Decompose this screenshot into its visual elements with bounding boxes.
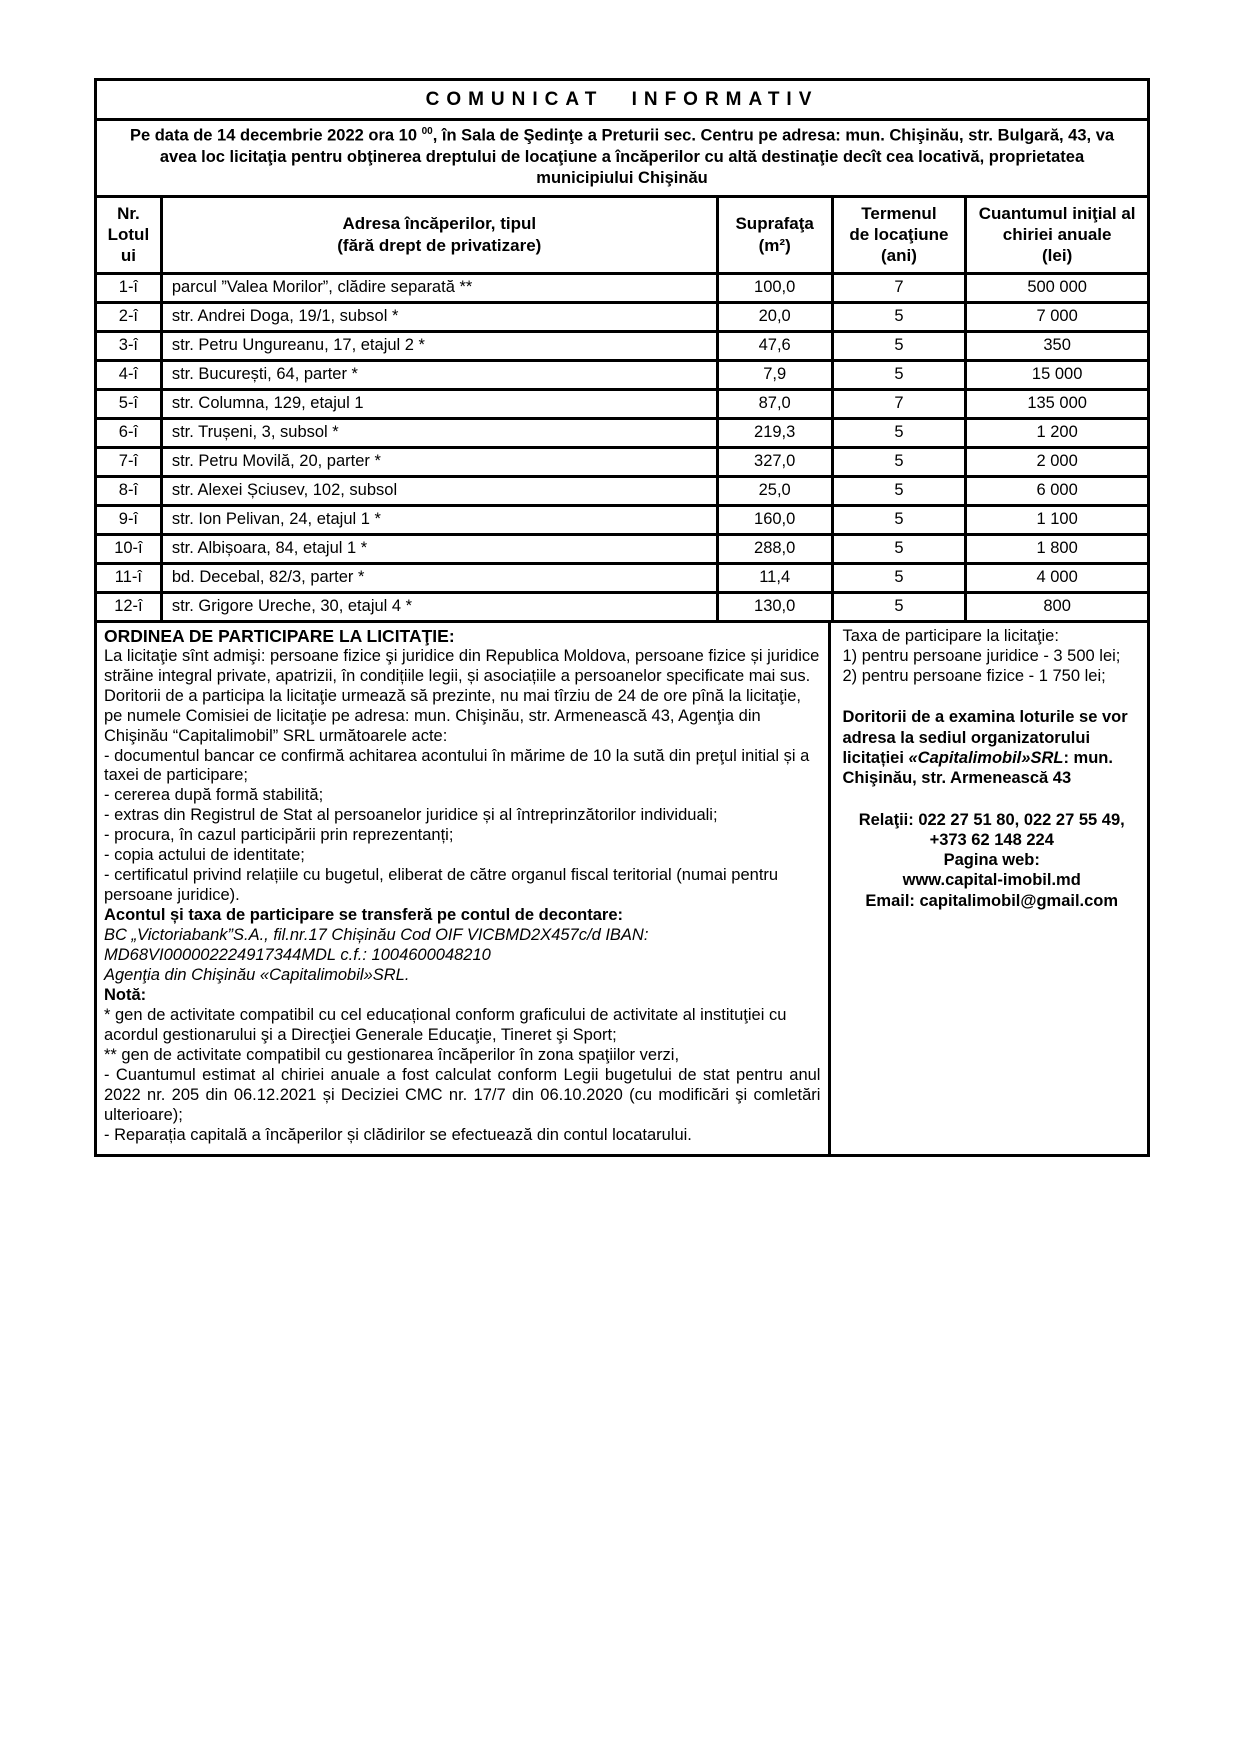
rent-cell: 135 000 <box>966 389 1149 418</box>
table-row <box>96 360 1149 389</box>
table-row <box>96 476 1149 505</box>
address-cell: parcul ”Valea Morilor”, clădire separată ** <box>161 273 717 302</box>
contact-line: Pagina web: <box>943 851 1040 870</box>
col-header-address-line1: Adresa încăperilor, tipul <box>342 214 537 234</box>
paragraph: - cererea după formă stabilită; <box>104 786 324 805</box>
spacer <box>842 789 1141 810</box>
surface-cell: 25,0 <box>717 476 832 505</box>
rent-cell: 4 000 <box>966 563 1149 592</box>
address-cell: str. Ion Pelivan, 24, etajul 1 * <box>161 505 717 534</box>
col-header-lot <box>96 196 162 273</box>
rent-cell: 2 000 <box>966 447 1149 476</box>
paragraph: * gen de activitate compatibil cu cel educațional conform graficului de activitate al instituţiei cu acordul gestionarului şi a Direcţiei Generale Educaţie, Tineret şi Sport; <box>104 1005 787 1044</box>
address-cell: str. Alexei Șciusev, 102, subsol <box>161 476 717 505</box>
table-row <box>96 592 1149 621</box>
paragraph: - documentul bancar ce confirmă achitarea acontului în mărime de 10 la sută din preţul initial și a taxei de participare; <box>104 746 810 785</box>
lot-number-cell: 11-î <box>96 563 162 592</box>
lots-table <box>94 195 1150 623</box>
document-title: COMUNICAT INFORMATIV <box>94 78 1150 121</box>
bottom-section <box>94 620 1150 1157</box>
term-cell: 5 <box>832 505 966 534</box>
contact-line: +373 62 148 224 <box>929 830 1054 849</box>
rent-cell: 6 000 <box>966 476 1149 505</box>
paragraph: Agenţia din Chişinău «Capitalimobil»SRL. <box>104 965 410 984</box>
lots-table-body <box>96 273 1149 621</box>
rent-cell: 350 <box>966 331 1149 360</box>
address-cell: str. București, 64, parter * <box>161 360 717 389</box>
visit-text-end: : mun. Chişinău, str. Armenească 43 <box>842 748 1113 788</box>
table-row <box>96 273 1149 302</box>
surface-cell: 327,0 <box>717 447 832 476</box>
term-cell: 5 <box>832 360 966 389</box>
contact-line: www.capital-imobil.md <box>902 871 1081 890</box>
paragraph: La licitaţie sînt admişi: persoane fizice şi juridice din Republica Moldova, persoane fizice și juridice străine integral private, apatrizii, în condițiile legii, și asociațiile a persoanelor specificate mai sus. <box>104 646 820 685</box>
lot-number-cell: 4-î <box>96 360 162 389</box>
term-cell: 5 <box>832 476 966 505</box>
col-header-surface-line2: (m²) <box>758 235 791 255</box>
col-header-address-line2: (fără drept de privatizare) <box>337 235 542 255</box>
col-header-rent <box>966 196 1149 273</box>
col-header-term-line2: de locaţiune <box>849 225 949 245</box>
table-row <box>96 505 1149 534</box>
contact-lines <box>842 810 1141 911</box>
col-header-term-line1: Termenul <box>861 203 937 223</box>
spacer <box>842 686 1141 707</box>
intro-superscript: 00 <box>421 126 433 137</box>
table-row <box>96 331 1149 360</box>
term-cell: 5 <box>832 592 966 621</box>
address-cell: str. Petru Movilă, 20, parter * <box>161 447 717 476</box>
surface-cell: 7,9 <box>717 360 832 389</box>
rent-cell: 800 <box>966 592 1149 621</box>
lot-number-cell: 2-î <box>96 302 162 331</box>
paragraph: - Reparația capitală a încăperilor și clădirilor se efectuează din contul locatarului. <box>104 1125 692 1144</box>
participation-rules <box>97 623 831 1154</box>
table-row <box>96 563 1149 592</box>
rent-cell: 1 200 <box>966 418 1149 447</box>
visit-company-name: «Capitalimobil»SRL <box>908 748 1064 767</box>
surface-cell: 20,0 <box>717 302 832 331</box>
table-row <box>96 447 1149 476</box>
surface-cell: 47,6 <box>717 331 832 360</box>
term-cell: 5 <box>832 418 966 447</box>
paragraph: Acontul și taxa de participare se transferă pe contul de decontare: <box>104 906 623 925</box>
lot-number-cell: 8-î <box>96 476 162 505</box>
term-cell: 5 <box>832 302 966 331</box>
col-header-lot-line3: ui <box>120 246 136 266</box>
tax-items <box>842 646 1141 687</box>
term-cell: 5 <box>832 534 966 563</box>
paragraph: - procura, în cazul participării prin reprezentanți; <box>104 826 454 845</box>
lot-number-cell: 5-î <box>96 389 162 418</box>
term-cell: 7 <box>832 389 966 418</box>
contact-line: Relaţii: 022 27 51 80, 022 27 55 49, <box>858 810 1125 829</box>
paragraph: - certificatul privind relațiile cu bugetul, eliberat de către organul fiscal teritorial (numai pentru persoane juridice). <box>104 866 779 905</box>
address-cell: str. Petru Ungureanu, 17, etajul 2 * <box>161 331 717 360</box>
paragraph: ** gen de activitate compatibil cu gestionarea încăperilor în zona spaţiilor verzi, <box>104 1045 680 1064</box>
address-cell: bd. Decebal, 82/3, parter * <box>161 563 717 592</box>
visit-text-start: Doritorii de a examina loturile se vor adresa la sediul organizatorului licitației <box>842 708 1128 767</box>
rent-cell: 1 100 <box>966 505 1149 534</box>
tax-item: 2) pentru persoane fizice - 1 750 lei; <box>842 667 1106 686</box>
col-header-rent-line1: Cuantumul iniţial al <box>978 203 1136 223</box>
lot-number-cell: 1-î <box>96 273 162 302</box>
surface-cell: 219,3 <box>717 418 832 447</box>
address-cell: str. Grigore Ureche, 30, etajul 4 * <box>161 592 717 621</box>
intro-text-start: Pe data de 14 decembrie 2022 ora 10 <box>129 126 422 145</box>
table-header-row <box>96 196 1149 273</box>
surface-cell: 11,4 <box>717 563 832 592</box>
lot-number-cell: 7-î <box>96 447 162 476</box>
col-header-rent-line3: (lei) <box>1042 246 1073 266</box>
surface-cell: 160,0 <box>717 505 832 534</box>
term-cell: 5 <box>832 447 966 476</box>
table-row <box>96 418 1149 447</box>
paragraph: Doritorii de a participa la licitaţie urmează să prezinte, nu mai tîrziu de 24 de ore pînă la licitaţie, pe numele Comisiei de licitaţie pe adresa: mun. Chişinău, str. Armenească 43, Agenţia din Chişinău “Capitalimobil” SRL următoarele acte: <box>104 686 802 745</box>
rent-cell: 7 000 <box>966 302 1149 331</box>
col-header-address <box>161 196 717 273</box>
rent-cell: 500 000 <box>966 273 1149 302</box>
address-cell: str. Andrei Doga, 19/1, subsol * <box>161 302 717 331</box>
contact-line: Email: capitalimobil@gmail.com <box>865 891 1119 910</box>
col-header-surface-line1: Suprafaţa <box>735 214 814 234</box>
col-header-lot-line2: Lotul <box>107 225 150 245</box>
rent-cell: 15 000 <box>966 360 1149 389</box>
col-header-rent-line2: chiriei anuale <box>1002 225 1112 245</box>
term-cell: 5 <box>832 563 966 592</box>
col-header-term <box>832 196 966 273</box>
address-cell: str. Trușeni, 3, subsol * <box>161 418 717 447</box>
visit-info <box>842 707 1141 788</box>
address-cell: str. Albișoara, 84, etajul 1 * <box>161 534 717 563</box>
paragraph: - extras din Registrul de Stat al persoanelor juridice și al întreprinzătorilor individuali; <box>104 806 718 825</box>
tax-item: 1) pentru persoane juridice - 3 500 lei; <box>842 646 1121 665</box>
document-page <box>94 78 1150 1157</box>
term-cell: 7 <box>832 273 966 302</box>
paragraph: BC „Victoriabank”S.A., fil.nr.17 Chișinău Cod OIF VICBMD2X457c/d IBAN: MD68VI000002224917344MDL c.f.: 1004600048210 <box>104 926 649 965</box>
col-header-term-line3: (ani) <box>880 246 917 266</box>
surface-cell: 288,0 <box>717 534 832 563</box>
table-row <box>96 302 1149 331</box>
address-cell: str. Columna, 129, etajul 1 <box>161 389 717 418</box>
lot-number-cell: 6-î <box>96 418 162 447</box>
col-header-surface <box>717 196 832 273</box>
intro-paragraph <box>94 118 1150 198</box>
table-row <box>96 534 1149 563</box>
lot-number-cell: 9-î <box>96 505 162 534</box>
table-row <box>96 389 1149 418</box>
col-header-lot-line1: Nr. <box>117 203 140 223</box>
term-cell: 5 <box>832 331 966 360</box>
surface-cell: 130,0 <box>717 592 832 621</box>
paragraph: - Cuantumul estimat al chiriei anuale a fost calculat conform Legii bugetului de stat pentru anul 2022 nr. 205 din 06.12.2021 și Deciziei CMC nr. 17/7 din 06.10.2020 (cu modificări şi comletări ulterioare); <box>104 1065 821 1124</box>
lot-number-cell: 10-î <box>96 534 162 563</box>
tax-heading: Taxa de participare la licitaţie: <box>842 626 1059 645</box>
paragraph: ORDINEA DE PARTICIPARE LA LICITAŢIE: <box>104 625 455 646</box>
lot-number-cell: 12-î <box>96 592 162 621</box>
surface-cell: 100,0 <box>717 273 832 302</box>
rent-cell: 1 800 <box>966 534 1149 563</box>
paragraph: Notă: <box>104 985 147 1004</box>
lot-number-cell: 3-î <box>96 331 162 360</box>
intro-text-end: , în Sala de Şedinţe a Preturii sec. Centru pe adresa: mun. Chişinău, str. Bulgară, 43, va avea loc licitaţia pentru obţinerea dreptului de locaţiune a încăperilor cu altă destinaţie decît cea locativă, proprietatea municipiului Chişinău <box>159 126 1115 188</box>
paragraph: - copia actului de identitate; <box>104 846 305 865</box>
fees-and-contacts <box>831 623 1147 1154</box>
surface-cell: 87,0 <box>717 389 832 418</box>
